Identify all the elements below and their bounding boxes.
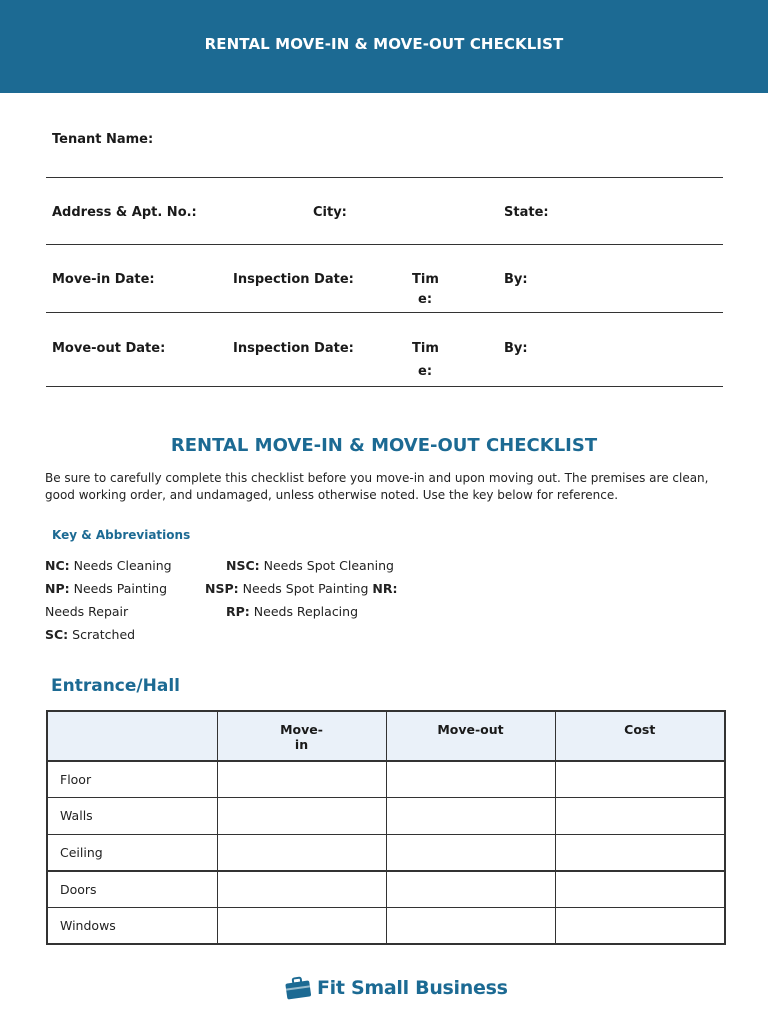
cost-cell[interactable] [555, 834, 725, 871]
brand-name: Fit Small Business [317, 977, 508, 999]
column-header-item [47, 711, 217, 761]
table-row [47, 907, 725, 944]
cost-cell[interactable] [555, 761, 725, 798]
row-label: Windows [47, 907, 217, 944]
row-label: Ceiling [47, 834, 217, 871]
time-label: Tim [412, 272, 439, 287]
table-header-row [47, 711, 725, 761]
row-label: Walls [47, 798, 217, 835]
move-out-cell[interactable] [386, 798, 555, 835]
table-row [47, 871, 725, 908]
intro-paragraph: Be sure to carefully complete this checklist before you move-in and upon moving out. The premises are clean, good working order, and undamaged, unless otherwise noted. Use the key below for reference. [45, 471, 709, 502]
table-row [47, 834, 725, 871]
column-header-move-out: Move-out [386, 711, 555, 761]
move-in-cell[interactable] [217, 798, 386, 835]
key-text: Needs Repair [45, 604, 129, 619]
key-text: Needs Painting [73, 581, 168, 596]
section-title: RENTAL MOVE-IN & MOVE-OUT CHECKLIST [170, 435, 598, 456]
brand-logo [285, 974, 508, 1002]
move-out-cell[interactable] [386, 871, 555, 908]
key-nsc [226, 558, 394, 573]
key-text: Scratched [72, 627, 136, 642]
key-code: NP: [45, 581, 70, 596]
inspection-date-label: Inspection Date: [233, 341, 354, 356]
time-label-wrap: e: [418, 364, 433, 379]
room-title: Entrance/Hall [51, 676, 180, 696]
column-header-cost: Cost [555, 711, 725, 761]
move-in-cell[interactable] [217, 871, 386, 908]
key-code: NSC: [226, 558, 260, 573]
key-nr [45, 604, 128, 619]
key-code: NC: [45, 558, 70, 573]
key-text: Needs Spot Cleaning [263, 558, 394, 573]
key-code: RP: [226, 604, 250, 619]
header-banner [0, 0, 768, 93]
by-label: By: [504, 341, 528, 356]
key-code: NR: [372, 581, 398, 596]
column-header-text: in [294, 737, 309, 752]
key-sc [45, 627, 135, 642]
column-header-move-in [217, 711, 386, 761]
cost-cell[interactable] [555, 798, 725, 835]
key-code: NSP: [205, 581, 239, 596]
city-label: City: [313, 205, 347, 220]
move-out-line[interactable] [46, 386, 723, 387]
key-title: Key & Abbreviations [52, 528, 191, 542]
tenant-name-label: Tenant Name: [52, 132, 154, 147]
time-label: Tim [412, 341, 439, 356]
row-label: Doors [47, 871, 217, 908]
move-out-cell[interactable] [386, 761, 555, 798]
key-nc [45, 558, 172, 573]
move-out-date-label: Move-out Date: [52, 341, 166, 356]
state-label: State: [504, 205, 549, 220]
key-code: SC: [45, 627, 69, 642]
page-title: RENTAL MOVE-IN & MOVE-OUT CHECKLIST [204, 35, 564, 53]
tenant-name-line[interactable] [46, 177, 723, 178]
inspection-date-label: Inspection Date: [233, 272, 354, 287]
table-row [47, 761, 725, 798]
briefcase-icon [285, 976, 311, 1000]
key-rp [226, 604, 358, 619]
cost-cell[interactable] [555, 871, 725, 908]
column-header-text: Move- [280, 722, 323, 737]
move-out-cell[interactable] [386, 834, 555, 871]
by-label: By: [504, 272, 528, 287]
time-label-wrap: e: [418, 292, 433, 307]
move-in-cell[interactable] [217, 834, 386, 871]
row-label: Floor [47, 761, 217, 798]
move-in-cell[interactable] [217, 761, 386, 798]
key-text: Needs Cleaning [73, 558, 172, 573]
move-in-cell[interactable] [217, 907, 386, 944]
table-row [47, 798, 725, 835]
entrance-hall-table [46, 710, 726, 945]
key-text: Needs Spot Painting [242, 581, 369, 596]
move-in-line[interactable] [46, 312, 723, 313]
move-in-date-label: Move-in Date: [52, 272, 155, 287]
move-out-cell[interactable] [386, 907, 555, 944]
key-text: Needs Replacing [253, 604, 359, 619]
address-label: Address & Apt. No.: [52, 205, 197, 220]
cost-cell[interactable] [555, 907, 725, 944]
key-nsp [205, 581, 398, 596]
address-line[interactable] [46, 244, 723, 245]
key-np [45, 581, 167, 596]
